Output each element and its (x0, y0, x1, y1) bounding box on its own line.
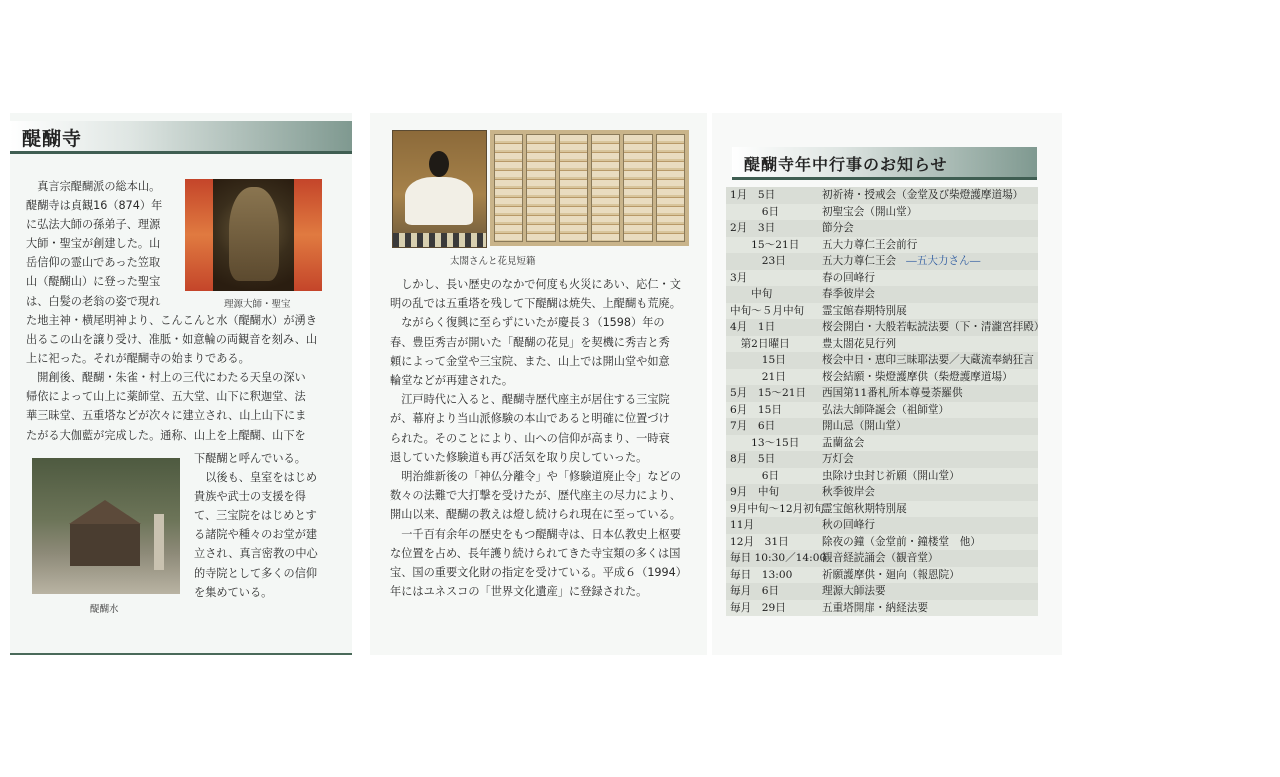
event-date: 15日 (730, 354, 786, 366)
event-date: 15〜21日 (730, 238, 800, 251)
heading-bar (10, 121, 352, 154)
event-title: 盂蘭盆会 (822, 436, 865, 449)
event-title: 祈願護摩供・廻向（報恩院） (822, 568, 960, 581)
intro-text-top (26, 177, 186, 311)
event-name (822, 237, 917, 254)
event-date: 6日 (730, 205, 780, 218)
text-line: が、幕府より当山派修験の本山であると明確に位置づけ (390, 412, 670, 426)
text-line: 大師・聖宝が創建した。山 (26, 237, 161, 251)
text-line: は、白髪の老翁の姿で現れ (26, 294, 161, 308)
text-line: 開山以来、醍醐の教えは燈し続けられ現在に至っている。 (390, 508, 681, 522)
event-date: 6日 (730, 469, 780, 482)
text-line: ながらく復興に至らずにいたが慶長３（1598）年の (390, 316, 665, 330)
folding-screen-photo (490, 130, 689, 246)
event-name (822, 352, 1034, 369)
event-row (726, 385, 1038, 402)
event-row (726, 567, 1038, 584)
event-row (726, 352, 1038, 369)
event-title: 初祈祷・授戒会（金堂及び柴燈護摩道場） (822, 189, 1024, 201)
event-title: 桜会中日・恵印三昧耶法要／大蔵流奉納狂言 (822, 354, 1034, 366)
text-line: 岳信仰の霊山であった笠取 (26, 256, 161, 270)
text-line: 立され、真言密教の中心 (194, 547, 318, 561)
event-date: 1月 5日 (730, 189, 776, 201)
event-title: 五大力尊仁王会 (822, 255, 897, 267)
text-line: 宝、国の重要文化財の指定を受けている。平成６（1994） (390, 566, 687, 580)
text-line: られた。そのことにより、山への信仰が高まり、一時衰 (390, 431, 670, 445)
event-title: 秋の回峰行 (822, 519, 875, 531)
event-date: 6月 15日 (730, 403, 783, 416)
text-line: に弘法大師の孫弟子、理源 (26, 218, 161, 232)
event-row (726, 550, 1038, 567)
intro-text-bottom (194, 449, 350, 602)
event-row (726, 501, 1038, 518)
event-row (726, 220, 1038, 237)
text-line: 年にはユネスコの「世界文化遺産」に登録された。 (390, 585, 648, 599)
event-name (822, 451, 854, 468)
text-line: 明の乱では五重塔を残して下醍醐は焼失、上醍醐も荒廃。 (390, 297, 681, 311)
event-note: ―五大力さん― (906, 255, 981, 267)
event-title: 桜会結願・柴燈護摩供（柴燈護摩道場） (822, 370, 1013, 383)
event-row (726, 517, 1038, 534)
text-line: たがる大伽藍が完成した。通称、山上を上醍醐、山下を (26, 428, 306, 442)
event-row (726, 286, 1038, 303)
text-line: 輪堂などが再建された。 (390, 374, 514, 388)
heading-bar (732, 147, 1037, 180)
text-line: 上に祀った。それが醍醐寺の始まりである。 (26, 352, 250, 366)
text-line: 江戸時代に入ると、醍醐寺歴代座主が居住する三宝院 (390, 393, 670, 407)
event-row (726, 319, 1045, 336)
text-line: 的寺院として多くの信仰 (194, 566, 318, 580)
event-title: 豊太閤花見行列 (822, 337, 897, 350)
event-date: 毎日 13:00 (730, 568, 793, 581)
event-name (822, 468, 960, 485)
event-name (822, 336, 896, 353)
panel-history (370, 113, 707, 655)
event-name (822, 385, 963, 402)
event-row (726, 583, 1038, 600)
event-row (726, 336, 1038, 353)
text-line: しかし、長い歴史のなかで何度も火災にあい、応仁・文 (390, 278, 681, 291)
text-line: 華三昧堂、五重塔などが次々に建立され、山上山下にま (26, 409, 307, 423)
event-title: 霊宝館秋期特別展 (822, 502, 907, 515)
history-text (390, 275, 700, 601)
event-row (726, 204, 1038, 221)
text-line: る諸院や種々のお堂が建 (194, 528, 318, 542)
event-title: 霊宝館春期特別展 (822, 304, 907, 317)
event-date: 毎日 10:30／14:00 (730, 552, 827, 564)
event-name (822, 319, 1044, 336)
event-name (822, 534, 981, 551)
event-name (822, 204, 917, 221)
text-line: 春、豊臣秀吉が開いた「醍醐の花見」を契機に秀吉と秀 (390, 335, 670, 349)
event-title: 西国第11番札所本尊曼荼羅供 (822, 387, 963, 399)
text-line: 開創後、醍醐・朱雀・村上の三代にわたる天皇の深い (26, 371, 306, 385)
event-title: 秋季彼岸会 (822, 486, 875, 498)
event-name (822, 484, 875, 501)
panel-annual-events (712, 113, 1062, 655)
event-row (726, 402, 1038, 419)
event-date: 2月 3日 (730, 222, 776, 234)
event-row (726, 534, 1038, 551)
text-line: 帰依によって山上に薬師堂、五大堂、山下に釈迦堂、法 (26, 390, 306, 404)
event-date: 5月 15〜21日 (730, 387, 807, 399)
event-name (822, 600, 928, 617)
statue-caption: 理源大師・聖宝 (224, 299, 291, 310)
text-line: 下醍醐と呼んでいる。 (194, 452, 306, 465)
text-line: た地主神・横尾明神より、こんこんと水（醍醐水）が湧き (26, 314, 317, 327)
event-row (726, 484, 1038, 501)
panel-heading: 醍醐寺 (22, 128, 83, 150)
event-name (822, 550, 939, 567)
hideyoshi-portrait (392, 130, 487, 248)
event-date: 第2日曜日 (730, 337, 790, 350)
event-date: 3月 (730, 271, 748, 284)
text-line: 数々の法難で大打撃を受けたが、歴代座主の尽力により、 (390, 489, 681, 503)
text-line: 出るこの山を譲り受け、准胝・如意輪の両観音を刻み、山 (26, 333, 318, 347)
event-name (822, 286, 875, 303)
text-line: 山（醍醐山）に登った聖宝 (26, 275, 161, 289)
text-line: 以後も、皇室をはじめ (194, 471, 318, 485)
event-name (822, 435, 864, 452)
event-row (726, 435, 1038, 452)
event-date: 12月 31日 (730, 535, 789, 548)
event-row (726, 237, 1038, 254)
event-row (726, 600, 1038, 617)
photo-caption: 太閤さんと花見短籍 (450, 256, 536, 267)
event-title: 開山忌（開山堂） (822, 420, 907, 432)
event-date: 7月 6日 (730, 420, 776, 432)
text-line: 一千百有余年の歴史をもつ醍醐寺は、日本仏教史上枢要 (390, 527, 681, 541)
event-title: 万灯会 (822, 453, 854, 465)
event-title: 初聖宝会（開山堂） (822, 205, 918, 218)
event-title: 除夜の鐘（金堂前・鐘楼堂 他） (822, 535, 981, 548)
event-name (822, 253, 980, 270)
text-line: 頼によって金堂や三宝院、また、山上では開山堂や如意 (390, 354, 670, 368)
event-date: 中旬〜５月中旬 (730, 304, 805, 317)
event-date: 毎月 29日 (730, 601, 786, 614)
event-date: 9月中旬〜12月初旬 (730, 502, 825, 515)
event-row (726, 468, 1038, 485)
event-name (822, 517, 875, 534)
event-title: 五重塔開扉・納経法要 (822, 601, 928, 614)
event-title: 虫除け虫封じ祈願（開山堂） (822, 469, 960, 482)
event-date: 21日 (730, 370, 786, 383)
event-name (822, 187, 1023, 204)
event-name (822, 583, 886, 600)
intro-text-mid (26, 311, 346, 445)
event-title: 節分会 (822, 222, 854, 234)
event-row (726, 451, 1038, 468)
event-date: 8月 5日 (730, 453, 776, 465)
event-title: 理源大師法要 (822, 585, 886, 597)
event-row (726, 270, 1038, 287)
event-row (726, 303, 1038, 320)
text-line: 真言宗醍醐派の総本山。 (26, 180, 161, 193)
event-schedule (726, 187, 1045, 615)
event-date: 毎月 6日 (730, 585, 780, 597)
event-row (726, 253, 1038, 270)
statue-photo (185, 179, 322, 291)
panel-heading: 醍醐寺年中行事のお知らせ (744, 155, 948, 174)
text-line: 貴族や武士の支援を得 (194, 490, 306, 504)
event-name (822, 402, 949, 419)
event-title: 観音経読誦会（観音堂） (822, 552, 939, 564)
event-title: 桜会開白・大般若転読法要（下・清瀧宮拝殿） (822, 321, 1045, 333)
event-name (822, 501, 907, 518)
event-date: 中旬 (730, 288, 773, 300)
event-title: 弘法大師降誕会（祖師堂） (822, 403, 950, 416)
event-date: 13〜15日 (730, 436, 800, 449)
event-name (822, 270, 875, 287)
event-name (822, 567, 960, 584)
text-line: な位置を占め、長年護り続けられてきた寺宝類の多くは国 (390, 546, 681, 560)
text-line: て、三宝院をはじめとす (194, 509, 317, 523)
event-row (726, 187, 1038, 204)
event-name (822, 220, 854, 237)
text-line: 退していた修験道も再び活気を取り戻していった。 (390, 450, 648, 464)
panel-daigoji-intro (10, 113, 352, 655)
well-caption: 醍醐水 (90, 604, 119, 615)
well-photo (32, 458, 180, 594)
event-title: 五大力尊仁王会前行 (822, 238, 918, 251)
event-date: 4月 1日 (730, 321, 776, 333)
event-title: 春の回峰行 (822, 271, 875, 284)
event-date: 9月 中旬 (730, 486, 780, 498)
event-name (822, 369, 1013, 386)
text-line: を集めている。 (194, 585, 273, 599)
event-name (822, 303, 907, 320)
event-row (726, 369, 1038, 386)
event-row (726, 418, 1038, 435)
event-title: 春季彼岸会 (822, 288, 875, 300)
text-line: 醍醐寺は貞観16（874）年 (26, 199, 163, 213)
event-name (822, 418, 907, 435)
event-date: 11月 (730, 519, 755, 531)
event-date: 23日 (730, 255, 786, 267)
text-line: 明治維新後の「神仏分離令」や「修験道廃止令」などの (390, 470, 681, 484)
